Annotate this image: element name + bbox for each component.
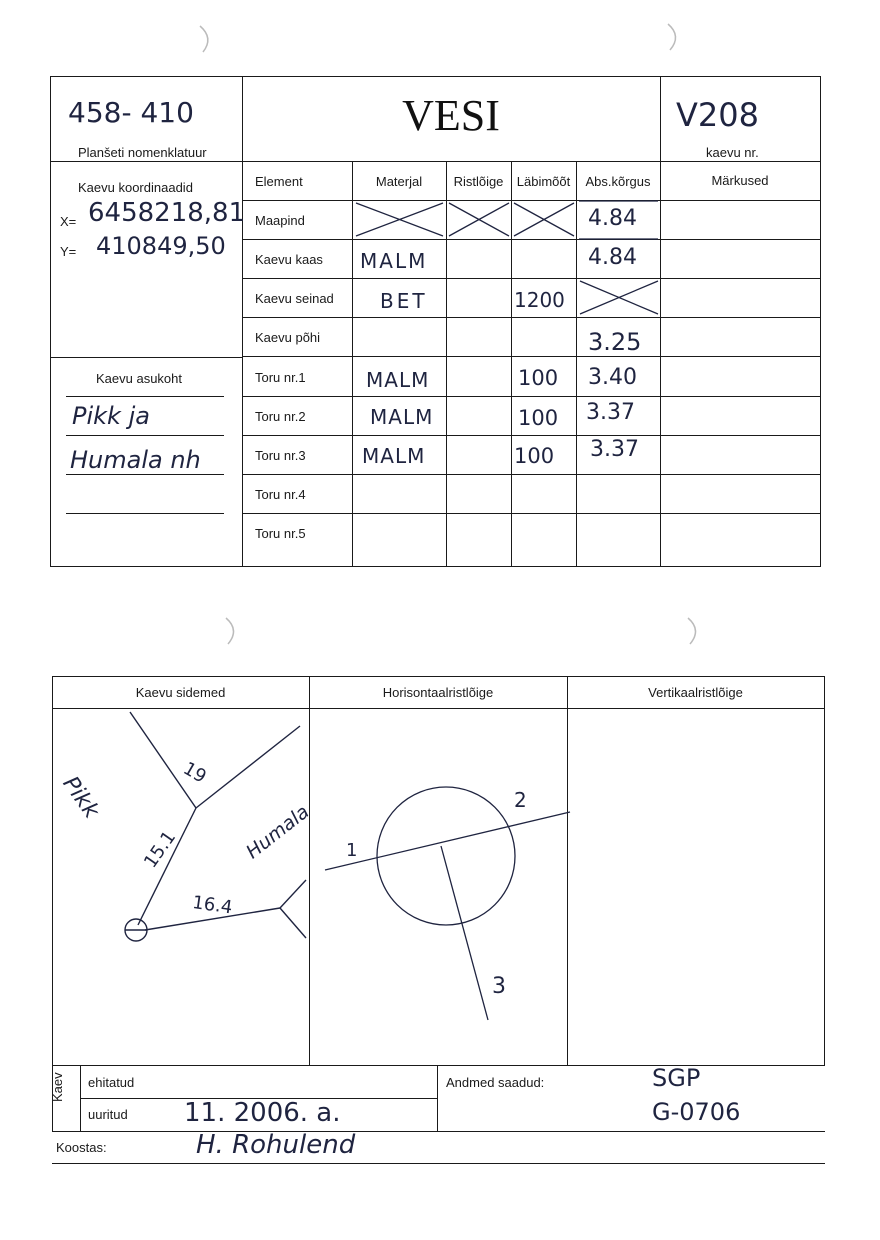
col-header-labimoot: Läbimõõt — [516, 174, 571, 189]
andmed-value-line-2: G-0706 — [652, 1098, 741, 1126]
col-header-markused: Märkused — [711, 173, 769, 188]
location-label: Kaevu asukoht — [96, 371, 183, 386]
pipe-label: 1 — [346, 840, 358, 861]
location-line-2: Humala nh — [70, 446, 201, 474]
material-value: MALM — [360, 249, 428, 273]
sheet-nomenclature-value: 458- 410 — [68, 96, 194, 129]
diameter-value: 1200 — [514, 288, 565, 312]
material-value: BET — [380, 289, 428, 313]
y-coord-label: Y= — [60, 244, 77, 259]
distance-label: 15.1 — [140, 827, 181, 873]
diameter-value: 100 — [518, 406, 559, 430]
table-row-label: Kaevu seinad — [255, 291, 334, 306]
vertical-section-header: Vertikaalristlõige — [648, 685, 743, 700]
ehitatud-label: ehitatud — [88, 1075, 135, 1090]
sketch-header: Kaevu sidemed — [135, 685, 226, 700]
y-coord-value: 410849,50 — [96, 232, 226, 260]
uuritud-label: uuritud — [88, 1107, 128, 1122]
street-label-humala: Humala — [242, 800, 314, 864]
distance-label: 16.4 — [191, 892, 234, 919]
uuritud-value: 11. 2006. a. — [184, 1098, 341, 1128]
well-number-value: V208 — [676, 96, 759, 134]
page-title: VESI — [402, 91, 500, 140]
table-row-label: Toru nr.2 — [255, 409, 306, 424]
col-header-materjal: Materjal — [375, 174, 423, 189]
table-row-label: Toru nr.5 — [255, 526, 306, 541]
coords-label: Kaevu koordinaadid — [78, 180, 193, 195]
location-line-1: Pikk ja — [72, 402, 150, 430]
abs-value: 3.25 — [588, 328, 642, 356]
material-value: MALM — [370, 405, 434, 429]
material-value: MALM — [366, 368, 430, 392]
abs-value: 4.84 — [588, 206, 637, 231]
abs-value: 3.40 — [588, 365, 637, 390]
horizontal-section-header: Horisontaalristlõige — [382, 685, 494, 700]
table-row-label: Toru nr.4 — [255, 487, 306, 502]
andmed-value-line-1: SGP — [652, 1064, 701, 1092]
abs-value: 4.84 — [588, 245, 637, 270]
well-number-label: kaevu nr. — [706, 145, 759, 160]
material-value: MALM — [362, 444, 426, 468]
pipe-label: 2 — [514, 788, 527, 812]
col-header-ristloige: Ristlõige — [453, 174, 504, 189]
kaev-label: Kaev — [50, 1072, 65, 1102]
x-coord-value: 6458218,81 — [88, 198, 246, 228]
street-label-pikk: Pikk — [57, 772, 104, 824]
table-row-label: Kaevu kaas — [255, 252, 323, 267]
andmed-label: Andmed saadud: — [446, 1075, 545, 1090]
koostas-label: Koostas: — [56, 1140, 107, 1155]
x-coord-label: X= — [60, 214, 77, 229]
col-header-abs-korgus: Abs.kõrgus — [585, 174, 651, 189]
pipe-label: 3 — [492, 974, 506, 999]
distance-label: 19 — [179, 758, 210, 788]
diameter-value: 100 — [514, 444, 555, 468]
abs-value: 3.37 — [590, 437, 639, 462]
abs-value: 3.37 — [586, 400, 635, 425]
table-row-label: Maapind — [255, 213, 305, 228]
table-row-label: Toru nr.3 — [255, 448, 306, 463]
sheet-nomenclature-label: Planšeti nomenklatuur — [78, 145, 207, 160]
col-header-element: Element — [255, 174, 303, 189]
table-row-label: Kaevu põhi — [255, 330, 321, 345]
diameter-value: 100 — [518, 366, 559, 390]
table-row-label: Toru nr.1 — [255, 370, 306, 385]
koostas-signature: H. Rohulend — [196, 1130, 356, 1160]
